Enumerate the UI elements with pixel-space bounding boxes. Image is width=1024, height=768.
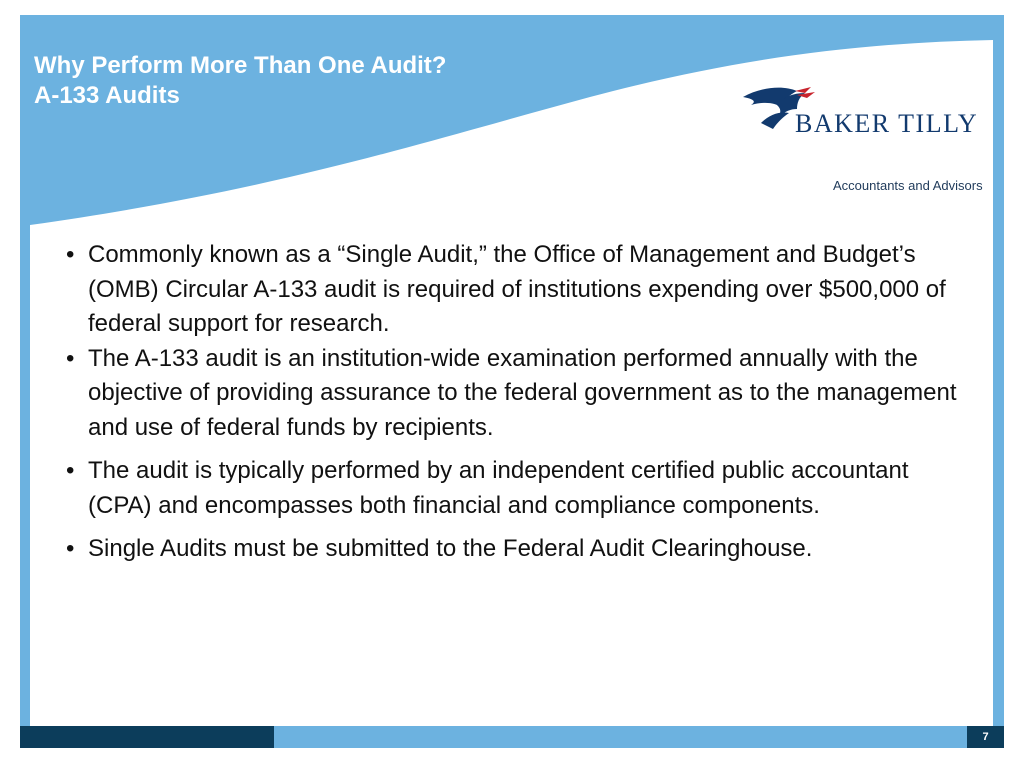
page-title (34, 51, 446, 111)
footer-dark-block (20, 726, 274, 748)
title-line-2: A-133 Audits (34, 82, 180, 109)
bullet-text: Commonly known as a “Single Audit,” the Office of Management and Budget’s (OMB) Circular A-133 audit is required of institutions expending over $500,000 of federal support for research. (88, 241, 946, 337)
company-logo-text: BAKER TILLY (795, 109, 979, 138)
list-item (60, 238, 960, 342)
bullet-text: Single Audits must be submitted to the Federal Audit Clearinghouse. (88, 535, 813, 562)
title-line-1: Why Perform More Than One Audit? (34, 52, 447, 79)
company-tagline: Accountants and Advisors (833, 178, 983, 193)
bullet-text: The audit is typically performed by an independent certified public accountant (CPA) and encompasses both financial and compliance components. (88, 457, 909, 519)
bullet-dot: • (66, 344, 75, 372)
bullet-dot: • (66, 457, 75, 484)
list-item (60, 342, 960, 446)
bullet-text: The A-133 audit is an institution-wide examination performed annually with the objective of providing assurance to the federal government as to the management and use of federal funds by recipients. (88, 344, 957, 441)
bullet-dot: • (66, 535, 75, 562)
page-number: 7 (967, 726, 1004, 748)
bullet-list (60, 238, 960, 567)
list-item (60, 532, 960, 567)
bullet-dot: • (66, 241, 75, 268)
list-item (60, 454, 960, 523)
